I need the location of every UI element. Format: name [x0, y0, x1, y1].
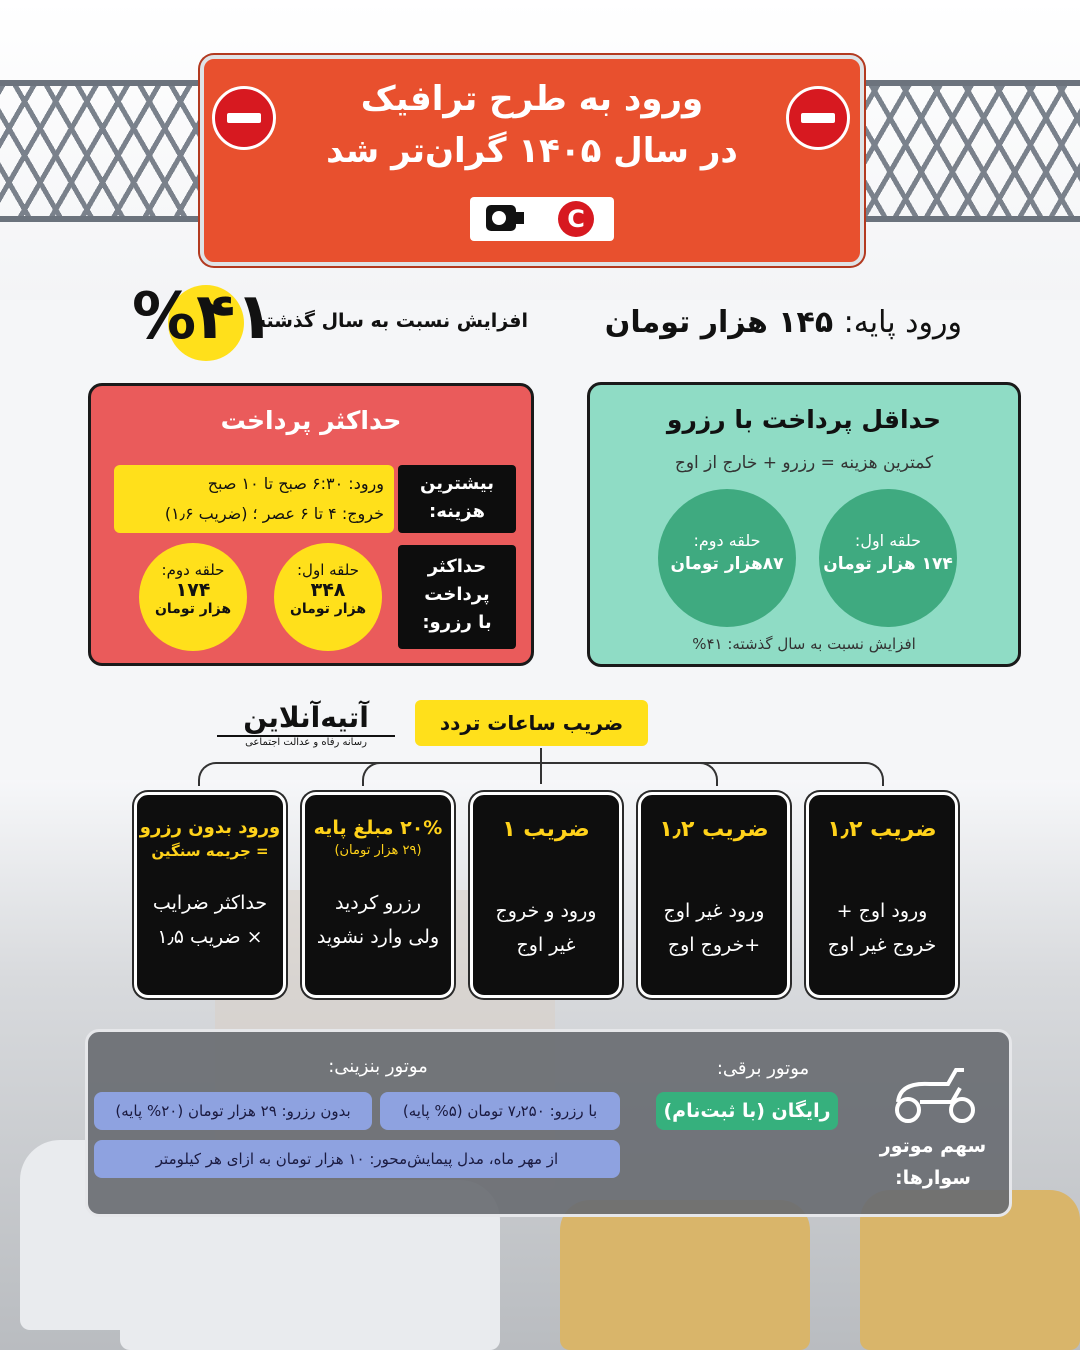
min-payment-footer: افزایش نسبت به سال گذشته: ۴۱%: [692, 635, 916, 653]
max-reserve-label: [398, 545, 516, 649]
base-price-value: ۱۴۵ هزار تومان: [604, 305, 834, 340]
min-ring2-value: ۸۷هزار تومان: [670, 554, 784, 574]
coefficient-box-1: [806, 792, 958, 998]
percent-sign: %: [132, 280, 197, 354]
coefficient-box-3: [470, 792, 622, 998]
electric-label: موتور برقی:: [716, 1058, 810, 1079]
max-reserve-label-line1: حداکثر: [427, 556, 487, 577]
coefficient-box-2: [638, 792, 790, 998]
gasoline-label: موتور بنزینی:: [328, 1056, 428, 1077]
traffic-c-icon: C: [558, 201, 594, 237]
min-ring2-label: حلقه دوم:: [693, 531, 761, 550]
peak-cost-label-line1: بیشترین: [420, 473, 494, 494]
max-ring1-circle: [274, 543, 382, 651]
motorcycle-panel: [85, 1029, 1012, 1217]
coefficient-line: +خروج اوج: [667, 934, 761, 956]
percent-number: ۴۱: [196, 280, 275, 354]
increase-label: افزایش نسبت به سال گذشته: [254, 310, 528, 332]
camera-icon: [486, 205, 516, 231]
coefficient-line: ولی وارد نشوید: [316, 926, 440, 948]
sign-title-line1: ورود به طرح ترافیک: [360, 79, 704, 119]
max-ring2-unit: هزار تومان: [154, 601, 232, 617]
max-ring1-unit: هزار تومان: [289, 601, 367, 617]
min-ring1-value: ۱۷۴ هزار تومان: [823, 554, 953, 574]
gantry-left: [0, 80, 205, 222]
coefficient-head: ضریب ۱٫۲: [827, 817, 937, 842]
motorcycle-title: [873, 1130, 993, 1194]
coefficient-line: حداکثر ضرایب: [152, 892, 268, 914]
base-price: [605, 305, 962, 340]
peak-exit-hours: خروج: ۴ تا ۶ عصر ؛ (ضریب ۱٫۶): [164, 504, 384, 523]
min-payment-subtitle: کمترین هزینه = رزرو + خارج از اوج: [674, 453, 934, 473]
coefficient-line: رزرو کردید: [335, 892, 421, 914]
electric-value: رایگان (با ثبت‌نام): [656, 1092, 838, 1130]
max-ring2-value: ۱۷۴: [175, 579, 211, 601]
max-reserve-label-line3: با رزرو:: [422, 612, 492, 633]
motorcycle-title-line2: سوارها:: [895, 1167, 971, 1189]
max-ring1-value: ۳۴۸: [310, 579, 346, 601]
coefficient-head: ضریب ۱: [502, 817, 590, 842]
logo-name: آتیه‌آنلاین: [243, 701, 369, 734]
base-price-label: ورود پایه:: [843, 305, 962, 340]
peak-hours-box: [114, 465, 394, 533]
coefficient-line: خروج غیر اوج: [827, 934, 937, 956]
max-ring2-label: حلقه دوم:: [161, 561, 225, 579]
atiye-online-logo: [217, 703, 395, 753]
motorcycle-title-line1: سهم موتور: [879, 1135, 987, 1157]
sign-icon-plate: [470, 197, 614, 241]
coefficient-line: ورود و خروج: [495, 900, 597, 922]
max-payment-title: حداکثر پرداخت: [220, 406, 402, 435]
gasoline-with-reserve: با رزرو: ۷٫۲۵۰ تومان (۵% پایه): [380, 1092, 620, 1130]
scooter-icon: [890, 1062, 980, 1124]
coefficient-sub: (۲۹ هزار تومان): [334, 843, 422, 858]
coefficient-box-4: [302, 792, 454, 998]
coefficient-sub: = جریمه سنگین: [151, 842, 269, 860]
max-payment-panel: [88, 383, 534, 666]
tree-connector: [540, 748, 542, 784]
max-ring2-circle: [139, 543, 247, 651]
max-reserve-label-line2: پرداخت: [424, 584, 490, 605]
gantry-right: [856, 80, 1080, 222]
coefficient-title: ضریب ساعات تردد: [415, 700, 648, 746]
min-ring1-circle: [819, 489, 957, 627]
logo-tagline: رسانه رفاه و عدالت اجتماعی: [245, 737, 367, 748]
peak-cost-label: [398, 465, 516, 533]
coefficient-line: ورود غیر اوج: [663, 900, 765, 922]
gasoline-mehr-note: از مهر ماه، مدل پیمایش‌محور: ۱۰ هزار تومان به ازای هر کیلومتر: [94, 1140, 620, 1178]
coefficient-line: غیر اوج: [516, 934, 576, 956]
peak-cost-label-line2: هزینه:: [429, 501, 485, 522]
coefficient-line: ورود اوج +: [836, 900, 928, 922]
coefficient-head: ضریب ۱٫۲: [659, 817, 769, 842]
max-ring1-label: حلقه اول:: [297, 561, 359, 579]
min-payment-title: حداقل پرداخت با رزرو: [666, 405, 942, 434]
gasoline-without-reserve: بدون رزرو: ۲۹ هزار تومان (۲۰% پایه): [94, 1092, 372, 1130]
increase-value: [132, 280, 274, 354]
min-ring2-circle: [658, 489, 796, 627]
min-ring1-label: حلقه اول:: [854, 531, 922, 550]
traffic-sign: [200, 55, 864, 266]
coefficient-line: × ضریب ۱٫۵: [157, 926, 263, 948]
coefficient-head: ورود بدون رزرو: [139, 817, 281, 838]
min-payment-panel: [587, 382, 1021, 667]
sign-title-line2: در سال ۱۴۰۵ گران‌تر شد: [326, 131, 738, 171]
taxi-image: [560, 1200, 810, 1350]
peak-entry-hours: ورود: ۶:۳۰ صبح تا ۱۰ صبح: [207, 474, 384, 493]
coefficient-head: ۲۰% مبلغ پایه: [313, 817, 443, 839]
coefficient-box-5: [134, 792, 286, 998]
